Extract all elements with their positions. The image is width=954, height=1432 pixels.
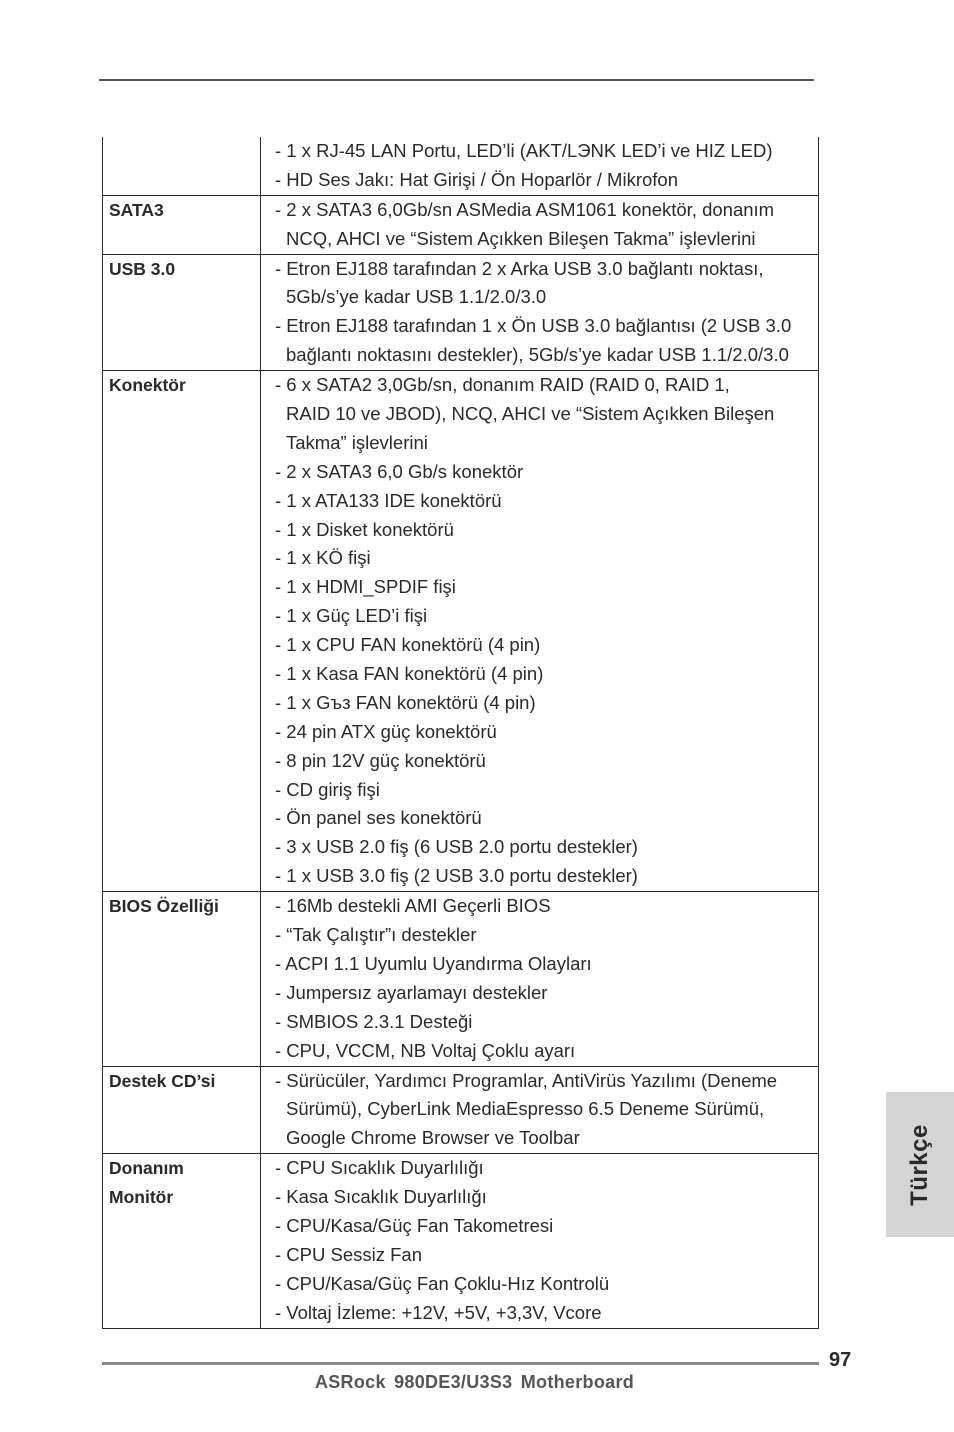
spec-value-line: 5Gb/s’ye kadar USB 1.1/2.0/3.0	[286, 286, 547, 308]
spec-row	[103, 137, 819, 195]
spec-value-line: - Ön panel ses konektörü	[275, 807, 482, 829]
spec-value-line: bağlantı noktasını destekler), 5Gb/s’ye kadar USB 1.1/2.0/3.0	[286, 344, 789, 366]
spec-value-line: Takma” işlevlerini	[286, 431, 428, 453]
spec-value-line: - Sürücüler, Yardımcı Programlar, AntiVirüs Yazılımı (Deneme	[275, 1069, 778, 1091]
spec-value-line: - Etron EJ188 tarafından 1 x Ön USB 3.0 bağlantısı (2 USB 3.0	[275, 315, 792, 337]
spec-row	[103, 254, 819, 371]
spec-value-line: RAID 10 ve JBOD), NCQ, AHCI ve “Sistem Açıkken Bileşen	[286, 403, 775, 425]
spec-label: SATA3	[109, 199, 164, 220]
footer-rule	[102, 1362, 819, 1365]
spec-value-line: - 8 pin 12V güç konektörü	[275, 749, 486, 771]
spec-label-cell	[103, 254, 261, 371]
spec-value-line: NCQ, AHCI ve “Sistem Açıkken Bileşen Takma” işlevlerini	[286, 227, 756, 249]
spec-value-line: - 1 x Güç LED’i fişi	[275, 605, 428, 627]
spec-value-line: - ACPI 1.1 Uyumlu Uyandırma Olayları	[275, 952, 592, 974]
language-side-tab-label: Türkçe	[906, 1123, 933, 1206]
spec-value-line: - 2 x SATA3 6,0 Gb/s konektör	[275, 460, 524, 482]
spec-value-line: - CPU Sessiz Fan	[275, 1243, 423, 1265]
spec-label-cell	[103, 137, 261, 195]
spec-value-line: - CD giriş fişi	[275, 778, 380, 800]
spec-value-line: - 3 x USB 2.0 fiş (6 USB 2.0 portu destekler)	[275, 836, 638, 858]
spec-value-cell	[261, 371, 819, 892]
spec-label: Donanım	[109, 1158, 184, 1179]
spec-row	[103, 371, 819, 892]
spec-value-line: - 1 x KÖ fişi	[275, 547, 371, 569]
spec-label-cell	[103, 371, 261, 892]
spec-value-line: - 1 x CPU FAN konektörü (4 pin)	[275, 634, 541, 656]
spec-value-line: - 1 x Kasa FAN konektörü (4 pin)	[275, 663, 544, 685]
spec-value-line: - 1 x HDMI_SPDIF fişi	[275, 576, 456, 598]
language-side-tab	[886, 1092, 954, 1237]
spec-value-line: - 6 x SATA2 3,0Gb/sn, donanım RAID (RAID 0, RAID 1,	[275, 374, 730, 396]
page-number: 97	[829, 1349, 852, 1371]
spec-value-line: - CPU, VCCM, NB Voltaj Çoklu ayarı	[275, 1039, 576, 1061]
spec-value-line: - “Tak Çalıştır”ı destekler	[275, 924, 477, 946]
spec-value-line: - CPU/Kasa/Güç Fan Takometresi	[275, 1214, 554, 1236]
spec-value-line: - 1 x Disket konektörü	[275, 518, 454, 540]
spec-value-cell	[261, 137, 819, 195]
spec-value-line: - 1 x USB 3.0 fiş (2 USB 3.0 portu destekler)	[275, 865, 638, 887]
spec-value-line: - CPU/Kasa/Güç Fan Çoklu-Hız Kontrolü	[275, 1272, 610, 1294]
spec-value-line: - Jumpersız ayarlamayı destekler	[275, 981, 548, 1003]
spec-value-line: - Voltaj İzleme: +12V, +5V, +3,3V, Vcore	[275, 1301, 602, 1323]
spec-label: Monitör	[109, 1187, 174, 1208]
spec-value-line: - 1 x Gъз FAN konektörü (4 pin)	[275, 691, 536, 713]
spec-value-cell	[261, 892, 819, 1066]
spec-label-cell	[103, 892, 261, 1066]
spec-value-cell	[261, 195, 819, 254]
spec-value-line: - 24 pin ATX güç konektörü	[275, 720, 497, 742]
spec-label-cell	[103, 1066, 261, 1154]
spec-value-line: Sürümü), CyberLink MediaEspresso 6.5 Deneme Sürümü,	[286, 1098, 765, 1120]
footer-title: ASRock 980DE3/U3S3 Motherboard	[314, 1372, 635, 1392]
spec-row	[103, 892, 819, 1066]
spec-label: BIOS Özelliği	[109, 896, 219, 917]
spec-row	[103, 195, 819, 254]
spec-label: USB 3.0	[109, 258, 176, 279]
spec-value-line: - 16Mb destekli AMI Geçerli BIOS	[275, 895, 551, 917]
spec-value-line: - 2 x SATA3 6,0Gb/sn ASMedia ASM1061 konektör, donanım	[275, 198, 775, 220]
spec-value-cell	[261, 1154, 819, 1328]
spec-row	[103, 1066, 819, 1154]
spec-table-body	[103, 137, 819, 1328]
spec-value-line: - HD Ses Jakı: Hat Girişi / Ön Hoparlör / Mikrofon	[275, 168, 678, 190]
spec-value-line: - 1 x ATA133 IDE konektörü	[275, 489, 502, 511]
spec-value-line: - SMBIOS 2.3.1 Desteği	[275, 1010, 473, 1032]
spec-value-line: Google Chrome Browser ve Toolbar	[286, 1127, 580, 1149]
spec-value-line: - 1 x RJ-45 LAN Portu, LED’li (AKT/LЭNK LED’i ve HIZ LED)	[275, 140, 773, 161]
spec-value-cell	[261, 1066, 819, 1154]
spec-value-cell	[261, 254, 819, 371]
spec-label: Destek CD’si	[109, 1070, 216, 1091]
spec-value-line: - Etron EJ188 tarafından 2 x Arka USB 3.0 bağlantı noktası,	[275, 257, 764, 279]
spec-label: Konektör	[109, 375, 186, 396]
top-rule	[99, 79, 814, 81]
spec-label-cell	[103, 1154, 261, 1328]
spec-value-line: - Kasa Sıcaklık Duyarlılığı	[275, 1186, 487, 1208]
spec-row	[103, 1154, 819, 1328]
spec-value-line: - CPU Sıcaklık Duyarlılığı	[275, 1157, 484, 1179]
spec-table	[102, 137, 819, 1329]
spec-label-cell	[103, 195, 261, 254]
